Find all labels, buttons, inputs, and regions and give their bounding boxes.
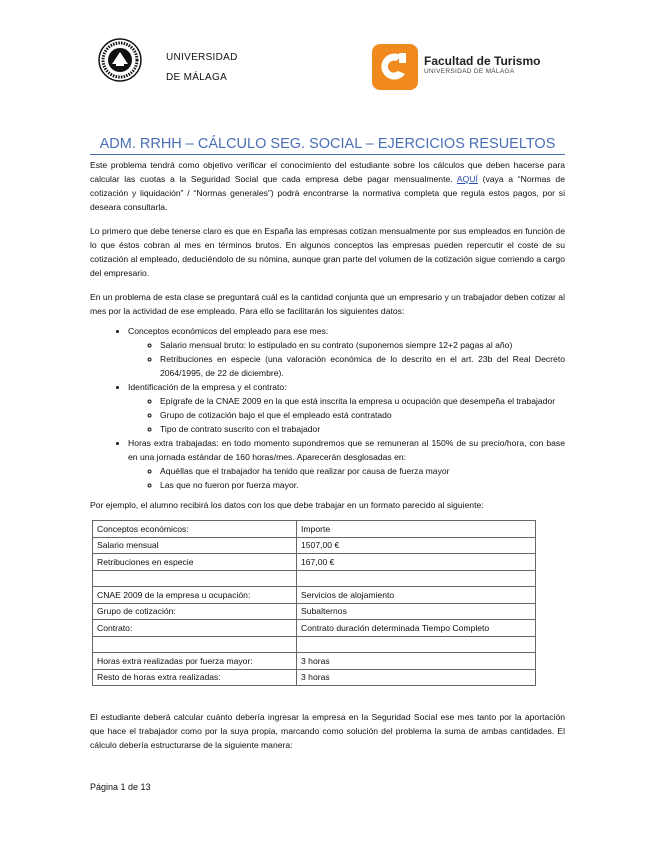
faculty-subtitle: UNIVERSIDAD DE MÁLAGA — [424, 68, 515, 75]
list-item — [128, 436, 565, 492]
sub-list — [128, 394, 565, 436]
university-name — [166, 48, 238, 88]
table-cell-label: Horas extra realizadas por fuerza mayor: — [93, 653, 297, 670]
list-item-label: Identificación de la empresa y el contrato: — [128, 382, 287, 392]
table-cell-label: Grupo de cotización: — [93, 603, 297, 620]
sub-list-item: ◦ Salario mensual bruto: lo estipulado en su contrato (suponemos siempre 12+2 pagas al año) — [160, 338, 565, 352]
faculty-name-block — [424, 54, 540, 75]
table-cell-label: Contrato: — [93, 620, 297, 637]
table-row — [93, 587, 536, 604]
list-item-label: Conceptos económicos del empleado para ese mes: — [128, 326, 329, 336]
normativa-link[interactable]: AQUÍ — [456, 174, 478, 184]
paragraph-cotizacion: Lo primero que debe tenerse claro es que en España las empresas cotizan mensualmente por sus empleados en función de lo que éstos cobran al mes en términos brutos. En algunos conceptos las empresas pueden repercutir el coste de su cotización al empleado, deduciéndolo de su nómina, aunque gran parte del volumen de la cotización sigue corriendo a cargo del empresario. — [90, 226, 565, 278]
paragraph-intro — [90, 158, 565, 214]
sub-list — [128, 338, 565, 380]
table-cell-value: Importe — [297, 521, 536, 538]
table-cell-value — [297, 570, 536, 587]
table-row — [93, 537, 536, 554]
paragraph-datos: En un problema de esta clase se preguntará cuál es la cantidad conjunta que un empresario y un trabajador deben cotizar al mes por la actividad de ese empleado. Para ello se facilitarán los siguientes datos: — [90, 292, 565, 316]
table-cell-label: CNAE 2009 de la empresa u ocupación: — [93, 587, 297, 604]
sub-list-item: ◦ Epígrafe de la CNAE 2009 en la que está inscrita la empresa u ocupación que desempeña el trabajador — [160, 394, 565, 408]
table-cell-value: 1507,00 € — [297, 537, 536, 554]
sub-list-item: ◦ Aquéllas que el trabajador ha tenido que realizar por causa de fuerza mayor — [160, 464, 565, 478]
example-data-table — [92, 520, 536, 686]
sub-list-item: ◦ Las que no fueron por fuerza mayor. — [160, 478, 565, 492]
data-list — [90, 324, 565, 492]
table-cell-label: Retribuciones en especie — [93, 554, 297, 571]
list-item — [128, 324, 565, 380]
table-cell-value: 167,00 € — [297, 554, 536, 571]
table-cell-value: Subalternos — [297, 603, 536, 620]
table-cell-label: Salario mensual — [93, 537, 297, 554]
paragraph-calculo: El estudiante deberá calcular cuánto debería ingresar la empresa en la Seguridad Social ese mes tanto por la aportación que hace el trabajador como por la suya propia, marcando como solución del problema la suma de ambas cantidades. El cálculo debería estructurarse de la siguiente manera: — [90, 712, 565, 750]
list-item — [128, 380, 565, 436]
intro-text-2: (vaya a “Normas de cotización y liquidación” / “Normas generales”) podrá encontrarse la normativa completa que regula estos pagos, por si deseara consultarla. — [90, 174, 565, 212]
table-row — [93, 521, 536, 538]
paragraph-ejemplo: Por ejemplo, el alumno recibirá los datos con los que debe trabajar en un formato parecido al siguiente: — [90, 500, 484, 510]
page-number: Página 1 de 13 — [90, 782, 151, 792]
table-cell-value: Contrato duración determinada Tiempo Completo — [297, 620, 536, 637]
sub-list — [128, 464, 565, 492]
table-cell-value: 3 horas — [297, 669, 536, 686]
table-row — [93, 653, 536, 670]
university-line-1: UNIVERSIDAD — [166, 52, 238, 63]
sub-list-item: ◦ Grupo de cotización bajo el que el empleado está contratado — [160, 408, 565, 422]
table-row — [93, 570, 536, 587]
table-row — [93, 554, 536, 571]
sub-list-item: ◦ Retribuciones en especie (una valoración económica de lo descrito en el art. 23b del Real Decreto 2064/1995, de 22 de diciembre). — [160, 352, 565, 380]
table-row — [93, 636, 536, 653]
table-cell-value — [297, 636, 536, 653]
table-cell-label: Resto de horas extra realizadas: — [93, 669, 297, 686]
page-title: ADM. RRHH – CÁLCULO SEG. SOCIAL – EJERCICIOS RESUELTOS — [90, 136, 565, 155]
table-row — [93, 603, 536, 620]
table-cell-value: 3 horas — [297, 653, 536, 670]
table-row — [93, 669, 536, 686]
table-cell-label: Conceptos económicos: — [93, 521, 297, 538]
intro-text: Este problema tendrá como objetivo verificar el conocimiento del estudiante sobre los cálculos que deben hacerse para calcular las cuotas a la Seguridad Social que cada empresa debe pagar mensualmente. — [90, 160, 565, 184]
page-header — [98, 38, 568, 93]
table-cell-value: Servicios de alojamiento — [297, 587, 536, 604]
table-cell-label — [93, 636, 297, 653]
sub-list-item: ◦ Tipo de contrato suscrito con el trabajador — [160, 422, 565, 436]
university-seal-icon — [98, 38, 142, 82]
document-body — [90, 158, 565, 762]
university-line-2: DE MÁLAGA — [166, 72, 228, 83]
list-item-label: Horas extra trabajadas: en todo momento supondremos que se remuneran al 150% de su precio/hora, con base en una jornada estándar de 160 horas/mes. Aparecerán desglosadas en: — [128, 438, 565, 462]
table-row — [93, 620, 536, 637]
faculty-logo-icon — [372, 44, 418, 90]
table-cell-label — [93, 570, 297, 587]
faculty-name: Facultad de Turismo — [424, 54, 541, 68]
